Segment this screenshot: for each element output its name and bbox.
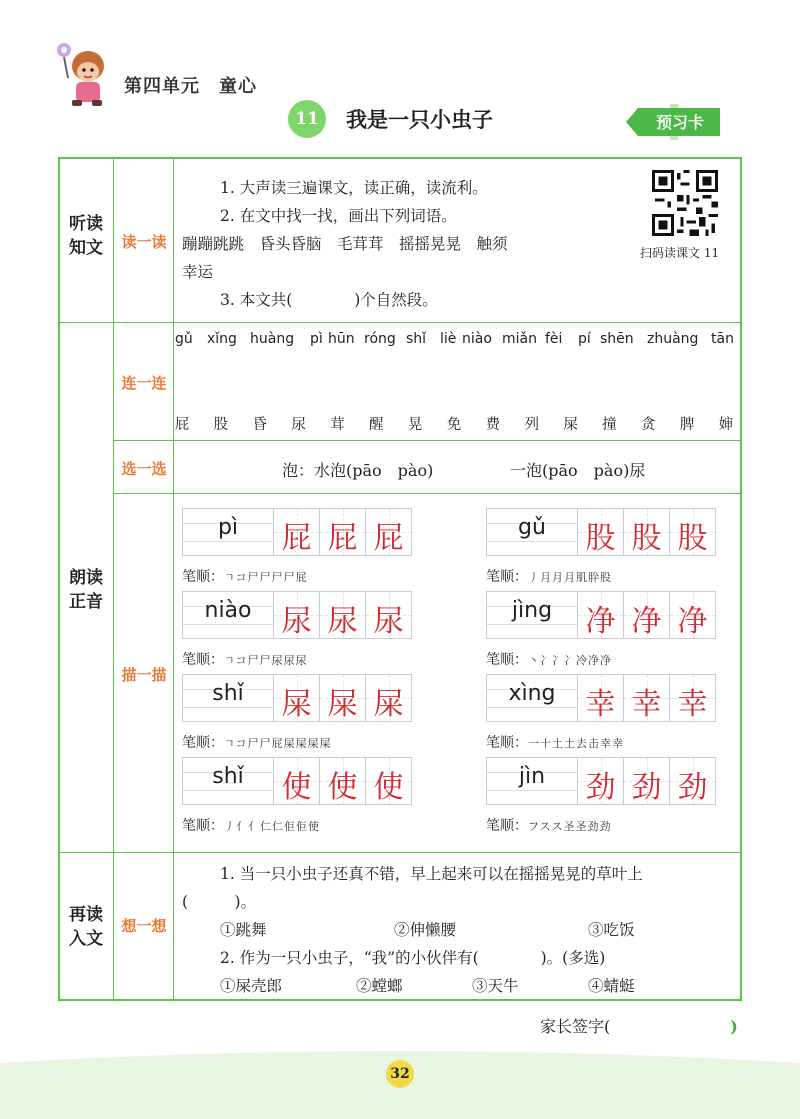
tracing-cell[interactable] [669,592,715,638]
trace-character: 屎 [327,687,358,722]
think-question-1: 1. 当一只小虫子还真不错，早上起来可以在摇摇晃晃的草叶上 [220,865,643,883]
qr-code[interactable] [652,170,718,236]
connect-character[interactable]: 茸 [330,417,345,433]
stroke-order [182,815,320,835]
stroke-order-label: 笔顺： [486,818,528,834]
think-question-1-blank[interactable]: ( )。 [182,893,257,911]
tracing-cell[interactable] [623,509,669,555]
connect-character[interactable]: 屎 [563,417,578,433]
stroke-order [182,649,308,669]
read-instruction-2: 2. 在文中找一找，画出下列词语。 [220,207,457,225]
connect-pinyin[interactable]: róng [364,331,396,347]
q1-option-3[interactable]: ③吃饭 [588,921,635,939]
trace-character: 屁 [327,521,358,556]
connect-pinyin[interactable]: huàng [250,331,295,347]
category-listen-text: 听读 知文 [69,214,103,258]
connect-character[interactable]: 昏 [252,417,267,433]
trace-character: 净 [585,604,616,639]
stroke-order-label: 笔顺： [486,652,528,668]
tracing-cell[interactable] [319,675,365,721]
lesson-number-badge: 11 [288,100,326,138]
parent-signature-label: 家长签字( [540,1017,611,1036]
tracing-cell[interactable] [365,675,411,721]
stroke-order-label: 笔顺： [182,652,224,668]
preview-card-tag [624,104,728,140]
trace-character: 幸 [631,687,662,722]
connect-character[interactable]: 股 [213,417,229,433]
trace-pinyin: niào [204,598,252,623]
stroke-sequence: 丿月月月肌肸股 [528,571,612,584]
tracing-cell[interactable] [623,758,669,804]
activity-trace: 描一描 [121,666,167,684]
tracing-cell[interactable] [365,509,411,555]
trace-character: 净 [677,604,708,639]
trace-pinyin: gǔ [518,515,546,540]
trace-pinyin: jìng [511,598,553,623]
stroke-sequence: 丶冫冫冫冷净净 [528,654,612,667]
writing-grid[interactable] [182,591,412,639]
tracing-cell[interactable] [273,675,319,721]
connect-pinyin[interactable]: hūn [328,331,355,347]
activity-think: 想一想 [121,917,167,935]
tracing-cell[interactable] [273,509,319,555]
connect-pinyin[interactable]: liè [440,331,457,347]
connect-pinyin[interactable]: fèi [545,331,563,347]
unit-title: 第四单元 童心 [124,76,257,97]
writing-grid[interactable] [182,757,412,805]
stroke-order [182,732,332,752]
connect-pinyin[interactable]: niào [462,331,492,347]
stroke-order-label: 笔顺： [486,735,528,751]
tracing-cell[interactable] [669,758,715,804]
stroke-order [486,732,624,752]
tracing-cell[interactable] [623,592,669,638]
q1-option-1[interactable]: ①跳舞 [220,921,267,939]
stroke-order [486,649,612,669]
connect-character[interactable]: 贪 [641,417,656,433]
row-divider [113,493,742,494]
writing-grid[interactable] [486,757,716,805]
lesson-title: 我是一只小虫子 [346,107,493,132]
word-list: 蹦蹦跳跳 昏头昏脑 毛茸茸 摇摇晃晃 触须 [182,235,508,253]
trace-pinyin: jìn [518,764,546,789]
stroke-order-label: 笔顺： [486,569,528,585]
connect-pinyin[interactable]: xǐng [207,331,237,347]
trace-character: 劲 [631,770,662,805]
tracing-cell[interactable] [365,592,411,638]
connect-character[interactable]: 尿 [291,417,306,433]
stroke-sequence: 丿亻亻仁仁佢佢使 [224,820,320,833]
stroke-order [486,566,612,586]
connect-character[interactable]: 费 [485,417,501,433]
row-divider [58,852,742,853]
choose-item-1: 泡：水泡(pāo pào) [282,461,434,480]
connect-character[interactable]: 屁 [174,417,190,433]
trace-character: 尿 [327,604,358,639]
connect-character[interactable]: 免 [446,417,462,433]
think-question-2: 2. 作为一只小虫子，“我”的小伙伴有( )。(多选) [220,949,606,967]
trace-character: 股 [677,521,708,556]
trace-pinyin: pì [217,515,239,540]
stroke-sequence: 一十土土去击幸幸 [528,737,624,750]
tracing-cell[interactable] [577,592,623,638]
category-listen [59,212,113,260]
connect-pinyin[interactable]: pì [310,331,323,347]
trace-character: 屎 [281,687,312,722]
trace-character: 使 [327,770,358,805]
category-pronounce [59,566,113,614]
parent-signature[interactable] [540,1014,738,1037]
word-list-continued: 幸运 [182,263,214,281]
stroke-sequence: ㄱコ尸尸尿尿尿 [224,654,308,667]
choose-item-2: 一泡(pāo pào)尿 [510,461,646,480]
qr-code-label: 扫码读课文 11 [640,246,720,260]
trace-character: 屎 [373,687,404,722]
connect-character[interactable]: 晃 [407,417,423,433]
connect-character[interactable]: 撞 [602,417,617,433]
activity-choose: 选一选 [121,460,167,478]
connect-character[interactable]: 醒 [369,417,384,433]
tracing-cell[interactable] [273,758,319,804]
trace-character: 使 [281,770,312,805]
page-number: 32 [386,1060,414,1088]
trace-character: 净 [631,604,662,639]
trace-character: 幸 [677,687,708,722]
stroke-order [182,566,308,586]
read-instruction-1: 1. 大声读三遍课文，读正确，读流利。 [220,179,488,197]
writing-grid[interactable] [486,591,716,639]
stroke-sequence: ㄱコ尸尸屁屎屎屎屎 [224,737,332,750]
writing-grid[interactable] [182,508,412,556]
tracing-cell[interactable] [669,509,715,555]
trace-pinyin: shǐ [212,764,244,789]
q2-option-4[interactable]: ④蜻蜓 [588,977,635,995]
q1-option-2[interactable]: ②伸懒腰 [394,921,457,939]
tracing-cell[interactable] [273,592,319,638]
tracing-cell[interactable] [577,758,623,804]
connect-pinyin[interactable]: shǐ [406,331,427,347]
tracing-cell[interactable] [319,509,365,555]
category-reread [59,903,113,951]
trace-character: 使 [373,770,404,805]
stroke-order-label: 笔顺： [182,818,224,834]
stroke-order-label: 笔顺： [182,735,224,751]
activity-read: 读一读 [121,233,167,251]
tracing-cell[interactable] [669,675,715,721]
row-divider [58,322,742,323]
tracing-cell[interactable] [577,675,623,721]
row-divider [113,440,742,441]
category-reread-text: 再读 入文 [69,905,103,949]
trace-character: 股 [585,521,616,556]
tracing-cell[interactable] [623,675,669,721]
trace-character: 尿 [373,604,404,639]
stroke-order [486,815,612,835]
preview-card-label: 预习卡 [655,113,704,132]
writing-grid[interactable] [182,674,412,722]
tracing-cell[interactable] [319,758,365,804]
trace-character: 劲 [677,770,708,805]
connect-pinyin[interactable]: zhuàng [647,331,699,347]
trace-character: 幸 [585,687,616,722]
trace-character: 屁 [373,521,404,556]
connect-character[interactable]: 脾 [679,417,695,433]
q2-option-3[interactable]: ③天牛 [472,977,519,995]
read-instruction-3: 3. 本文共( )个自然段。 [220,291,438,309]
trace-character: 屁 [281,521,312,556]
connect-pinyin[interactable]: tān [711,331,734,347]
connect-pinyin[interactable]: shēn [600,331,634,347]
connect-pinyin[interactable]: miǎn [502,331,537,347]
q2-option-2[interactable]: ②螳螂 [356,977,403,995]
stroke-sequence: ㄱコ尸尸尸尸屁 [224,571,308,584]
stroke-sequence: フスス圣圣劲劲 [528,820,612,833]
q2-option-1[interactable]: ①屎壳郎 [220,977,283,995]
tracing-cell[interactable] [319,592,365,638]
trace-pinyin: xìng [508,681,556,706]
column-divider [113,157,114,1001]
trace-character: 尿 [281,604,312,639]
tracing-cell[interactable] [577,509,623,555]
connect-pinyin[interactable]: pí [578,331,591,347]
writing-grid[interactable] [486,508,716,556]
stroke-order-label: 笔顺： [182,569,224,585]
trace-character: 股 [631,521,662,556]
trace-character: 劲 [585,770,616,805]
connect-pinyin[interactable]: gǔ [175,331,193,347]
column-divider [173,157,174,1001]
trace-pinyin: shǐ [212,681,244,706]
mascot-illustration [52,40,116,110]
tracing-cell[interactable] [365,758,411,804]
connect-character[interactable]: 婶 [718,417,734,433]
activity-connect: 连一连 [121,374,167,392]
category-pronounce-text: 朗读 正音 [69,568,103,612]
writing-grid[interactable] [486,674,716,722]
connect-character[interactable]: 列 [524,417,539,433]
parent-signature-close: ) [730,1017,738,1036]
